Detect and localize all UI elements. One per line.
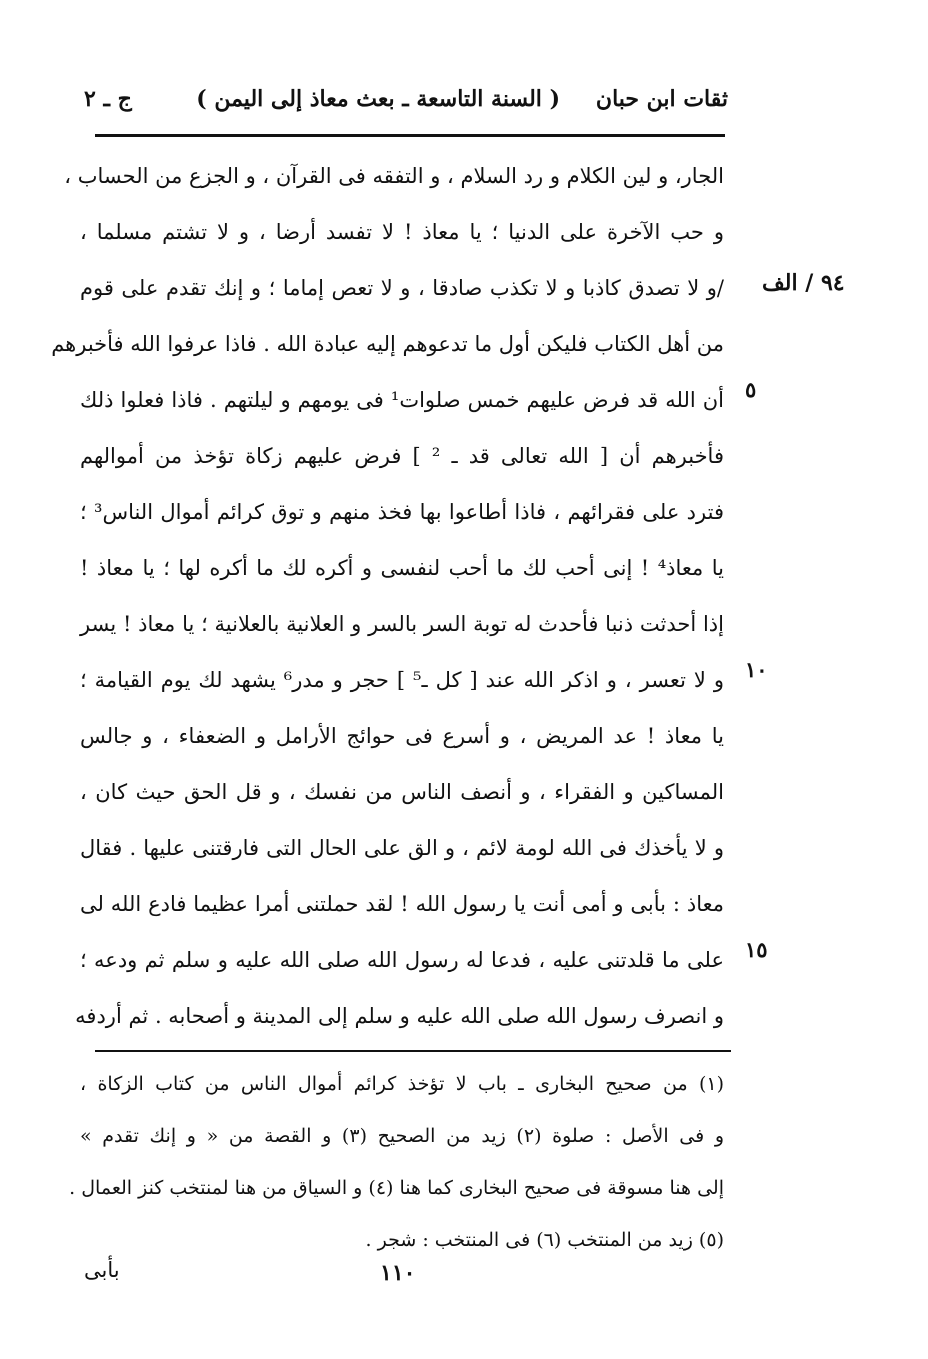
text-line: يا معاذ ! عد المريض ، و أسرع فى حوائج الأرامل و الضعفاء ، و جالس (80, 724, 724, 748)
text-line: إذا أحدثت ذنبا فأحدث له توبة السر بالسر و العلانية بالعلانية ؛ يا معاذ ! يسر (80, 612, 724, 636)
footnote-line: (١) من صحيح البخارى ـ باب لا تؤخذ كرائم أموال الناس من كتاب الزكاة ، (80, 1073, 724, 1095)
text-line: على ما قلدتنى عليه ، فدعا له رسول الله صلى الله عليه و سلم ثم ودعه ؛ (80, 948, 724, 972)
footnote-line: إلى هنا مسوقة فى صحيح البخارى كما هنا (٤) و السياق من هنا لمنتخب كنز العمال . (69, 1177, 724, 1199)
text-line: و لا يأخذك فى الله لومة لائم ، و الق على الحال التى فارقتنى عليها . فقال (80, 836, 724, 860)
catchword: بأبى (84, 1258, 120, 1282)
text-line: و انصرف رسول الله صلى الله عليه و سلم إلى المدينة و أصحابه . ثم أردفه (75, 1004, 724, 1028)
running-header (78, 86, 728, 126)
footnote-line: و فى الأصل : صلوة (٢) زيد من الصحيح (٣) و القصة من « و إنك تقدم » (80, 1125, 725, 1147)
text-line: من أهل الكتاب فليكن أول ما تدعوهم إليه عبادة الله . فاذا عرفوا الله فأخبرهم (51, 332, 724, 356)
text-line: معاذ : بأبى و أمى أنت يا رسول الله ! لقد حملتنى أمرا عظيما فادع الله لى (80, 892, 724, 916)
margin-folio-note: ٩٤ / الف (762, 270, 845, 296)
text-line: أن الله قد فرض عليهم خمس صلوات¹ فى يومهم و ليلتهم . فاذا فعلوا ذلك (80, 388, 724, 412)
footnote-rule (95, 1050, 731, 1052)
text-line: المساكين و الفقراء ، و أنصف الناس من نفسك ، و قل الحق حيث كان ، (80, 780, 724, 804)
line-number-15: ١٥ (745, 937, 768, 962)
header-section-title: ( السنة التاسعة ـ بعث معاذ إلى اليمن ) (196, 86, 560, 112)
text-line: فترد على فقرائهم ، فاذا أطاعوا بها فخذ منهم و توق كرائم أموال الناس³ ؛ (80, 500, 724, 524)
footnote-line: (٥) زيد من المنتخب (٦) فى المنتخب : شجر . (365, 1229, 724, 1251)
text-line: و حب الآخرة على الدنيا ؛ يا معاذ ! لا تفسد أرضا ، و لا تشتم مسلما ، (80, 220, 724, 244)
header-rule (95, 134, 725, 137)
text-line: فأخبرهم أن [ الله تعالى قد ـ ² ] فرض عليهم زكاة تؤخذ من أموالهم (80, 444, 724, 468)
text-line: /و لا تصدق كاذبا و لا تكذب صادقا ، و لا تعص إماما ؛ و إنك تقدم على قوم (80, 276, 724, 300)
line-number-10: ١٠ (745, 657, 768, 682)
header-volume: ج ـ ٢ (84, 86, 132, 112)
text-line: و لا تعسر ، و اذكر الله عند [ كل ـ⁵ ] حجر و مدر⁶ يشهد لك يوم القيامة ؛ (80, 668, 724, 692)
footnotes (69, 1058, 725, 1266)
page-number: ١١٠ (380, 1260, 416, 1286)
text-line: الجار، و لين الكلام و رد السلام ، و التفقه فى القرآن ، و الجزع من الحساب ، (64, 164, 724, 188)
main-text (51, 148, 724, 1044)
line-number-5: ٥ (745, 377, 757, 402)
header-book-title: ثقات ابن حبان (595, 86, 728, 112)
text-line: يا معاذ⁴ ! إنى أحب لك ما أحب لنفسى و أكره لك ما أكره لها ؛ يا معاذ ! (80, 556, 724, 580)
